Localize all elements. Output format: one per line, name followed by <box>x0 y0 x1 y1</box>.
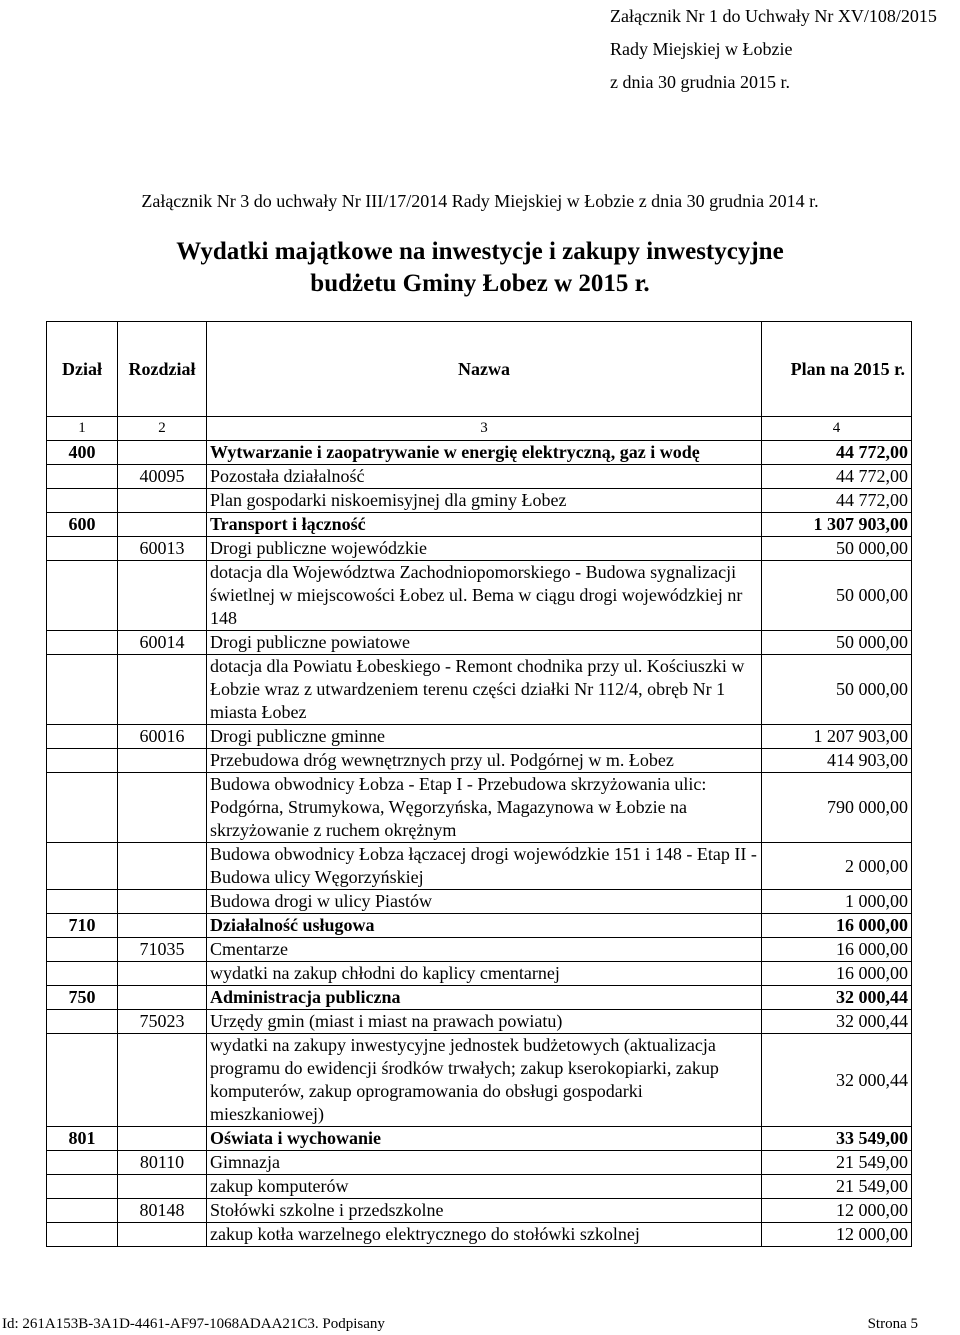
cell-nazwa: wydatki na zakup chłodni do kaplicy cmentarnej <box>207 962 762 986</box>
cell-plan: 32 000,44 <box>762 1010 912 1034</box>
cell-nazwa: Działalność usługowa <box>207 914 762 938</box>
cell-dzial: 710 <box>47 914 118 938</box>
table-row <box>47 513 912 537</box>
cell-dzial <box>47 465 118 489</box>
cell-nazwa: Przebudowa dróg wewnętrznych przy ul. Podgórnej w m. Łobez <box>207 749 762 773</box>
table-row <box>47 986 912 1010</box>
table-row <box>47 537 912 561</box>
column-header-rozdzial: Rozdział <box>118 322 207 417</box>
cell-rozdzial <box>118 843 207 890</box>
cell-plan: 2 000,00 <box>762 843 912 890</box>
cell-rozdzial <box>118 914 207 938</box>
table-row <box>47 441 912 465</box>
column-number-3: 3 <box>207 417 762 441</box>
cell-dzial <box>47 890 118 914</box>
cell-rozdzial <box>118 773 207 843</box>
cell-rozdzial <box>118 749 207 773</box>
cell-rozdzial <box>118 1127 207 1151</box>
title-line-2: budżetu Gminy Łobez w 2015 r. <box>310 270 650 297</box>
cell-plan: 1 207 903,00 <box>762 725 912 749</box>
cell-dzial <box>47 1175 118 1199</box>
cell-plan: 44 772,00 <box>762 441 912 465</box>
cell-nazwa: Wytwarzanie i zaopatrywanie w energię elektryczną, gaz i wodę <box>207 441 762 465</box>
cell-dzial <box>47 1223 118 1247</box>
cell-plan: 50 000,00 <box>762 561 912 631</box>
table-row <box>47 938 912 962</box>
table-row <box>47 1010 912 1034</box>
cell-rozdzial: 40095 <box>118 465 207 489</box>
cell-rozdzial <box>118 513 207 537</box>
title-line-1: Wydatki majątkowe na inwestycje i zakupy inwestycyjne <box>176 238 784 265</box>
column-number-4: 4 <box>762 417 912 441</box>
table-row <box>47 962 912 986</box>
cell-nazwa: Plan gospodarki niskoemisyjnej dla gminy Łobez <box>207 489 762 513</box>
page-number: Strona 5 <box>867 1316 918 1332</box>
budget-table <box>46 321 912 1247</box>
table-row <box>47 1127 912 1151</box>
cell-nazwa: Drogi publiczne wojewódzkie <box>207 537 762 561</box>
column-number-row <box>47 417 912 441</box>
attachment-line-1: Załącznik Nr 1 do Uchwały Nr XV/108/2015 <box>610 6 937 26</box>
cell-nazwa: dotacja dla Województwa Zachodniopomorskiego - Budowa sygnalizacji świetlnej w miejscowości Łobez ul. Bema w ciągu drogi wojewódzkiej nr 148 <box>207 561 762 631</box>
table-row <box>47 465 912 489</box>
cell-rozdzial: 71035 <box>118 938 207 962</box>
cell-dzial <box>47 938 118 962</box>
cell-rozdzial <box>118 962 207 986</box>
cell-dzial <box>47 1199 118 1223</box>
cell-rozdzial <box>118 1223 207 1247</box>
column-header-plan: Plan na 2015 r. <box>762 322 912 417</box>
cell-dzial <box>47 537 118 561</box>
cell-dzial <box>47 631 118 655</box>
cell-rozdzial <box>118 890 207 914</box>
cell-rozdzial <box>118 655 207 725</box>
cell-nazwa: Drogi publiczne powiatowe <box>207 631 762 655</box>
table-row <box>47 725 912 749</box>
cell-plan: 12 000,00 <box>762 1199 912 1223</box>
table-row <box>47 843 912 890</box>
cell-nazwa: wydatki na zakupy inwestycyjne jednostek budżetowych (aktualizacja programu do ewidencji środków trwałych; zakup kserokopiarki, zakup komputerów, zakup oprogramowania do obsługi gospodarki mieszkaniowej) <box>207 1034 762 1127</box>
cell-nazwa: Administracja publiczna <box>207 986 762 1010</box>
cell-nazwa: Stołówki szkolne i przedszkolne <box>207 1199 762 1223</box>
table-row <box>47 749 912 773</box>
table-row <box>47 773 912 843</box>
table-row <box>47 489 912 513</box>
cell-dzial: 750 <box>47 986 118 1010</box>
table-body <box>47 441 912 1247</box>
column-number-1: 1 <box>47 417 118 441</box>
cell-plan: 12 000,00 <box>762 1223 912 1247</box>
cell-rozdzial: 80148 <box>118 1199 207 1223</box>
table-row <box>47 914 912 938</box>
cell-nazwa: Transport i łączność <box>207 513 762 537</box>
cell-nazwa: zakup kotła warzelnego elektrycznego do stołówki szkolnej <box>207 1223 762 1247</box>
cell-dzial <box>47 1034 118 1127</box>
cell-plan: 21 549,00 <box>762 1175 912 1199</box>
cell-rozdzial <box>118 441 207 465</box>
cell-rozdzial <box>118 1034 207 1127</box>
cell-rozdzial <box>118 986 207 1010</box>
cell-nazwa: Drogi publiczne gminne <box>207 725 762 749</box>
cell-plan: 44 772,00 <box>762 465 912 489</box>
table-row <box>47 655 912 725</box>
reference-note: Załącznik Nr 3 do uchwały Nr III/17/2014 Rady Miejskiej w Łobzie z dnia 30 grudnia 2014 r. <box>141 191 819 211</box>
cell-rozdzial <box>118 1175 207 1199</box>
cell-nazwa: Budowa obwodnicy Łobza - Etap I - Przebudowa skrzyżowania ulic: Podgórna, Strumykowa, Węgorzyńska, Magazynowa w Łobzie na skrzyżowanie z ruchem okrężnym <box>207 773 762 843</box>
cell-rozdzial: 60014 <box>118 631 207 655</box>
cell-dzial: 600 <box>47 513 118 537</box>
cell-plan: 50 000,00 <box>762 537 912 561</box>
document-id: Id: 261A153B-3A1D-4461-AF97-1068ADAA21C3. Podpisany <box>2 1316 385 1332</box>
cell-plan: 32 000,44 <box>762 986 912 1010</box>
cell-rozdzial <box>118 561 207 631</box>
cell-dzial <box>47 489 118 513</box>
cell-dzial <box>47 1010 118 1034</box>
table-row <box>47 1223 912 1247</box>
table-row <box>47 1034 912 1127</box>
cell-dzial <box>47 843 118 890</box>
cell-nazwa: dotacja dla Powiatu Łobeskiego - Remont chodnika przy ul. Kościuszki w Łobzie wraz z utwardzeniem terenu części działki Nr 112/4, obręb Nr 1 miasta Łobez <box>207 655 762 725</box>
page-title <box>0 236 960 300</box>
cell-plan: 790 000,00 <box>762 773 912 843</box>
cell-plan: 16 000,00 <box>762 914 912 938</box>
cell-rozdzial: 60013 <box>118 537 207 561</box>
cell-rozdzial <box>118 489 207 513</box>
cell-nazwa: Budowa obwodnicy Łobza łączacej drogi wojewódzkie 151 i 148 - Etap II - Budowa ulicy Węgorzyńskiej <box>207 843 762 890</box>
cell-nazwa: Budowa drogi w ulicy Piastów <box>207 890 762 914</box>
cell-dzial <box>47 655 118 725</box>
table-row <box>47 890 912 914</box>
attachment-line-2: Rady Miejskiej w Łobzie <box>610 39 793 59</box>
cell-dzial <box>47 773 118 843</box>
column-header-dzial: Dział <box>47 322 118 417</box>
cell-plan: 50 000,00 <box>762 655 912 725</box>
table-row <box>47 1199 912 1223</box>
cell-plan: 16 000,00 <box>762 962 912 986</box>
cell-plan: 50 000,00 <box>762 631 912 655</box>
column-header-nazwa: Nazwa <box>207 322 762 417</box>
cell-dzial: 400 <box>47 441 118 465</box>
cell-dzial: 801 <box>47 1127 118 1151</box>
cell-dzial <box>47 725 118 749</box>
cell-nazwa: Pozostała działalność <box>207 465 762 489</box>
cell-dzial <box>47 749 118 773</box>
attachment-line-3: z dnia 30 grudnia 2015 r. <box>610 72 790 92</box>
cell-plan: 44 772,00 <box>762 489 912 513</box>
cell-dzial <box>47 1151 118 1175</box>
attachment-note <box>610 0 937 99</box>
cell-nazwa: Gimnazja <box>207 1151 762 1175</box>
cell-rozdzial: 80110 <box>118 1151 207 1175</box>
column-number-2: 2 <box>118 417 207 441</box>
cell-plan: 32 000,44 <box>762 1034 912 1127</box>
table-header-row <box>47 322 912 417</box>
cell-nazwa: Urzędy gmin (miast i miast na prawach powiatu) <box>207 1010 762 1034</box>
cell-plan: 1 307 903,00 <box>762 513 912 537</box>
table-row <box>47 1151 912 1175</box>
table-row <box>47 561 912 631</box>
cell-rozdzial: 60016 <box>118 725 207 749</box>
cell-dzial <box>47 962 118 986</box>
cell-plan: 16 000,00 <box>762 938 912 962</box>
cell-nazwa: zakup komputerów <box>207 1175 762 1199</box>
table-row <box>47 631 912 655</box>
cell-plan: 21 549,00 <box>762 1151 912 1175</box>
cell-plan: 33 549,00 <box>762 1127 912 1151</box>
cell-rozdzial: 75023 <box>118 1010 207 1034</box>
cell-plan: 414 903,00 <box>762 749 912 773</box>
cell-nazwa: Cmentarze <box>207 938 762 962</box>
cell-plan: 1 000,00 <box>762 890 912 914</box>
table-row <box>47 1175 912 1199</box>
cell-nazwa: Oświata i wychowanie <box>207 1127 762 1151</box>
cell-dzial <box>47 561 118 631</box>
